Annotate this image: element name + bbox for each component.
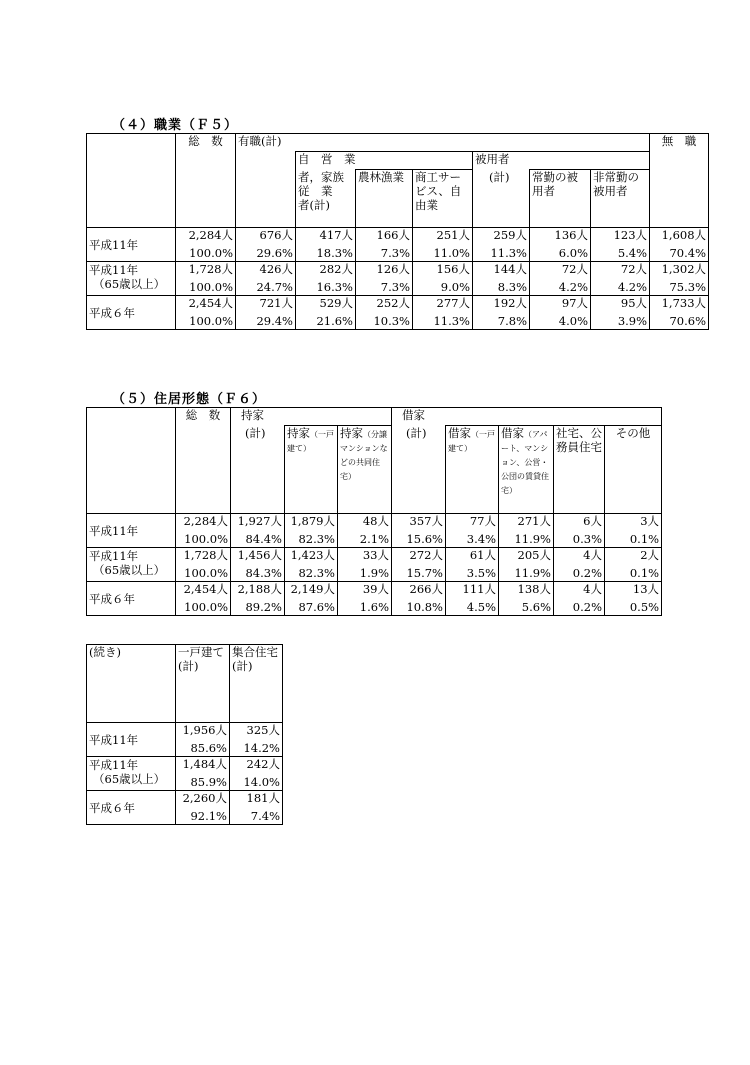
percent-cell: 5.4% bbox=[591, 246, 650, 262]
percent-cell: 0.1% bbox=[629, 531, 660, 546]
table-row-percents bbox=[87, 280, 709, 296]
count-cell: 181人 bbox=[230, 791, 283, 809]
row-label-age: （65歳以上） bbox=[93, 772, 166, 786]
count-cell: 4人 bbox=[554, 548, 605, 566]
count-cell: 242人 bbox=[230, 757, 283, 775]
percent-cell: 82.3% bbox=[285, 532, 338, 548]
header-other: その他 bbox=[605, 426, 662, 514]
percent-cell: 0.2% bbox=[554, 566, 605, 582]
table-row-counts bbox=[87, 723, 283, 741]
percent-cell: 82.3% bbox=[285, 566, 338, 582]
header-employed: 有職(計) bbox=[236, 134, 650, 152]
row-label bbox=[87, 296, 176, 330]
count-cell: 156人 bbox=[413, 262, 473, 280]
percent-cell: 100.0% bbox=[176, 600, 231, 616]
count-cell: 1,956人 bbox=[176, 723, 230, 741]
percent-cell: 100.0% bbox=[176, 566, 231, 582]
own-condo-main: 持家 bbox=[340, 426, 363, 440]
rent-detached-main: 借家 bbox=[448, 426, 471, 440]
percent-cell: 4.2% bbox=[591, 280, 650, 296]
percent-cell: 87.6% bbox=[285, 600, 338, 616]
header-own-condo bbox=[338, 426, 392, 514]
section4-title: （４）職業（Ｆ５） bbox=[112, 118, 239, 133]
count-cell: 2,149人 bbox=[285, 582, 338, 600]
percent-cell: 75.3% bbox=[669, 279, 707, 294]
count-cell: 2,454人 bbox=[176, 582, 231, 600]
percent-cell: 70.4% bbox=[669, 245, 707, 260]
table-row-counts bbox=[87, 262, 709, 280]
row-label-year: 平成６年 bbox=[89, 591, 135, 606]
row-label-year: 平成６年 bbox=[89, 305, 135, 320]
header-rent: 借家 bbox=[402, 408, 425, 422]
percent-cell: 11.9% bbox=[499, 566, 554, 582]
percent-cell: 84.3% bbox=[231, 566, 285, 582]
count-cell: 277人 bbox=[413, 296, 473, 314]
count-cell: 2,284人 bbox=[176, 228, 236, 246]
row-label-year: 平成６年 bbox=[89, 800, 135, 815]
header-total: 総 数 bbox=[176, 408, 231, 514]
rent-apart-note: （アパート、マンション、公営・公団の賃貸住宅） bbox=[501, 430, 549, 495]
percent-cell: 4.5% bbox=[446, 600, 499, 616]
percent-cell: 11.3% bbox=[473, 246, 530, 262]
percent-cell: 14.2% bbox=[243, 740, 280, 755]
count-cell: 1,484人 bbox=[176, 757, 230, 775]
count-cell: 676人 bbox=[236, 228, 296, 246]
header-continued: (続き) bbox=[87, 645, 176, 723]
percent-cell: 3.5% bbox=[446, 566, 499, 582]
count-cell: 97人 bbox=[530, 296, 591, 314]
percent-cell: 7.3% bbox=[356, 280, 413, 296]
row-label-year: 平成11年 bbox=[89, 263, 139, 277]
count-cell: 6人 bbox=[554, 514, 605, 532]
percent-cell: 100.0% bbox=[176, 246, 236, 262]
count-cell: 13人 bbox=[605, 582, 662, 600]
count-cell: 1,733人 bbox=[650, 296, 709, 314]
percent-cell: 3.4% bbox=[446, 532, 499, 548]
percent-cell: 0.1% bbox=[629, 565, 660, 580]
table-row-counts bbox=[87, 514, 662, 532]
percent-cell: 85.6% bbox=[176, 741, 230, 757]
percent-cell: 5.6% bbox=[499, 600, 554, 616]
percent-cell: 18.3% bbox=[296, 246, 356, 262]
row-label bbox=[87, 791, 176, 825]
header-rent-detached bbox=[446, 426, 499, 514]
count-cell: 3人 bbox=[605, 514, 662, 532]
percent-cell: 11.9% bbox=[499, 532, 554, 548]
percent-cell: 8.3% bbox=[473, 280, 530, 296]
table-row-percents bbox=[87, 314, 709, 330]
header-unemployed: 無 職 bbox=[661, 134, 697, 148]
housing-continued-table bbox=[86, 644, 283, 825]
table-row-percents bbox=[87, 246, 709, 262]
count-cell: 77人 bbox=[446, 514, 499, 532]
count-cell: 95人 bbox=[591, 296, 650, 314]
percent-cell: 10.8% bbox=[392, 600, 446, 616]
row-label bbox=[87, 514, 176, 548]
row-label-year: 平成11年 bbox=[89, 237, 139, 252]
count-cell: 61人 bbox=[446, 548, 499, 566]
occupation-table bbox=[86, 133, 709, 330]
count-cell: 2,454人 bbox=[176, 296, 236, 314]
row-label bbox=[87, 757, 176, 791]
count-cell: 2,188人 bbox=[231, 582, 285, 600]
header-fulltime: 常勤の被用者 bbox=[530, 170, 591, 228]
count-cell: 138人 bbox=[499, 582, 554, 600]
percent-cell: 0.3% bbox=[554, 532, 605, 548]
header-self-employed-sub: 者，家族従 業 者(計) bbox=[296, 170, 356, 228]
percent-cell: 1.6% bbox=[338, 600, 392, 616]
percent-cell: 10.3% bbox=[356, 314, 413, 330]
count-cell: 33人 bbox=[338, 548, 392, 566]
percent-cell: 84.4% bbox=[231, 532, 285, 548]
percent-cell: 3.9% bbox=[591, 314, 650, 330]
count-cell: 325人 bbox=[230, 723, 283, 741]
percent-cell: 92.1% bbox=[176, 809, 230, 825]
count-cell: 4人 bbox=[554, 582, 605, 600]
count-cell: 282人 bbox=[296, 262, 356, 280]
corner-cell bbox=[87, 408, 176, 514]
percent-cell: 9.0% bbox=[413, 280, 473, 296]
table-row-counts bbox=[87, 757, 283, 775]
count-cell: 2人 bbox=[605, 548, 662, 566]
header-detached-total: 一戸建て(計) bbox=[176, 645, 230, 723]
percent-cell: 11.0% bbox=[413, 246, 473, 262]
count-cell: 2,284人 bbox=[176, 514, 231, 532]
percent-cell: 70.6% bbox=[669, 313, 707, 328]
percent-cell: 2.1% bbox=[338, 532, 392, 548]
count-cell: 111人 bbox=[446, 582, 499, 600]
section5-title: （５）住居形態（Ｆ６） bbox=[112, 392, 267, 407]
percent-cell: 6.0% bbox=[530, 246, 591, 262]
count-cell: 205人 bbox=[499, 548, 554, 566]
count-cell: 126人 bbox=[356, 262, 413, 280]
count-cell: 271人 bbox=[499, 514, 554, 532]
count-cell: 252人 bbox=[356, 296, 413, 314]
header-rent-apart bbox=[499, 426, 554, 514]
count-cell: 1,879人 bbox=[285, 514, 338, 532]
percent-cell: 14.0% bbox=[243, 774, 280, 789]
count-cell: 357人 bbox=[392, 514, 446, 532]
count-cell: 426人 bbox=[236, 262, 296, 280]
header-self-employed: 自 営 業 bbox=[296, 152, 473, 170]
count-cell: 2,260人 bbox=[176, 791, 230, 809]
percent-cell: 29.4% bbox=[236, 314, 296, 330]
count-cell: 166人 bbox=[356, 228, 413, 246]
count-cell: 39人 bbox=[338, 582, 392, 600]
table-row-counts bbox=[87, 296, 709, 314]
count-cell: 529人 bbox=[296, 296, 356, 314]
percent-cell: 16.3% bbox=[296, 280, 356, 296]
percent-cell: 29.6% bbox=[236, 246, 296, 262]
count-cell: 123人 bbox=[591, 228, 650, 246]
row-label-year: 平成11年 bbox=[89, 523, 139, 538]
row-label-year: 平成11年 bbox=[89, 732, 139, 747]
table-row-counts bbox=[87, 582, 662, 600]
count-cell: 192人 bbox=[473, 296, 530, 314]
count-cell: 1,728人 bbox=[176, 262, 236, 280]
percent-cell: 7.4% bbox=[250, 808, 280, 823]
header-parttime: 非常勤の被用者 bbox=[591, 170, 650, 228]
percent-cell: 21.6% bbox=[296, 314, 356, 330]
percent-cell: 100.0% bbox=[176, 280, 236, 296]
count-cell: 144人 bbox=[473, 262, 530, 280]
percent-cell: 100.0% bbox=[176, 532, 231, 548]
count-cell: 48人 bbox=[338, 514, 392, 532]
row-label bbox=[87, 723, 176, 757]
own-detached-note: （一戸建て） bbox=[287, 430, 334, 453]
percent-cell: 4.0% bbox=[530, 314, 591, 330]
percent-cell: 4.2% bbox=[530, 280, 591, 296]
own-detached-main: 持家 bbox=[287, 426, 310, 440]
count-cell: 1,728人 bbox=[176, 548, 231, 566]
count-cell: 1,927人 bbox=[231, 514, 285, 532]
percent-cell: 89.2% bbox=[231, 600, 285, 616]
percent-cell: 7.8% bbox=[473, 314, 530, 330]
row-label-age: （65歳以上） bbox=[93, 277, 166, 291]
corner-cell bbox=[87, 134, 176, 228]
count-cell: 259人 bbox=[473, 228, 530, 246]
count-cell: 266人 bbox=[392, 582, 446, 600]
percent-cell: 100.0% bbox=[176, 314, 236, 330]
header-own: 持家 bbox=[231, 408, 392, 426]
row-label-age: （65歳以上） bbox=[93, 563, 166, 577]
count-cell: 417人 bbox=[296, 228, 356, 246]
count-cell: 1,608人 bbox=[650, 228, 709, 246]
percent-cell: 0.5% bbox=[629, 599, 660, 614]
row-label bbox=[87, 548, 176, 582]
header-commerce: 商工サービス、自由業 bbox=[413, 170, 473, 228]
table-row-counts bbox=[87, 548, 662, 566]
percent-cell: 15.7% bbox=[392, 566, 446, 582]
row-label bbox=[87, 262, 176, 296]
percent-cell: 24.7% bbox=[236, 280, 296, 296]
header-collective-total: 集合住宅(計) bbox=[232, 645, 278, 673]
housing-table bbox=[86, 407, 662, 616]
header-total: 総 数 bbox=[176, 134, 236, 228]
row-label-year: 平成11年 bbox=[89, 758, 139, 772]
count-cell: 272人 bbox=[392, 548, 446, 566]
header-own-detached bbox=[285, 426, 338, 514]
row-label bbox=[87, 228, 176, 262]
header-rent-sub: (計) bbox=[392, 426, 446, 514]
count-cell: 1,456人 bbox=[231, 548, 285, 566]
count-cell: 721人 bbox=[236, 296, 296, 314]
count-cell: 72人 bbox=[591, 262, 650, 280]
percent-cell: 0.2% bbox=[554, 600, 605, 616]
count-cell: 72人 bbox=[530, 262, 591, 280]
percent-cell: 85.9% bbox=[176, 775, 230, 791]
table-row-counts bbox=[87, 791, 283, 809]
percent-cell: 11.3% bbox=[413, 314, 473, 330]
count-cell: 1,302人 bbox=[650, 262, 709, 280]
percent-cell: 15.6% bbox=[392, 532, 446, 548]
count-cell: 251人 bbox=[413, 228, 473, 246]
row-label-year: 平成11年 bbox=[89, 549, 139, 563]
header-own-sub: (計) bbox=[231, 426, 285, 514]
rent-apart-main: 借家 bbox=[501, 426, 524, 440]
percent-cell: 1.9% bbox=[338, 566, 392, 582]
row-label bbox=[87, 582, 176, 616]
header-agri: 農林漁業 bbox=[356, 170, 413, 228]
count-cell: 136人 bbox=[530, 228, 591, 246]
table-row-counts bbox=[87, 228, 709, 246]
count-cell: 1,423人 bbox=[285, 548, 338, 566]
rent-detached-note: （一戸建て） bbox=[448, 430, 495, 453]
percent-cell: 7.3% bbox=[356, 246, 413, 262]
header-company-housing: 社宅、公務員住宅 bbox=[554, 426, 605, 514]
header-employee-sub: (計) bbox=[473, 170, 530, 228]
header-employee: 被用者 bbox=[473, 152, 650, 170]
own-condo-note: （分譲マンションなどの共同住宅） bbox=[340, 430, 388, 481]
